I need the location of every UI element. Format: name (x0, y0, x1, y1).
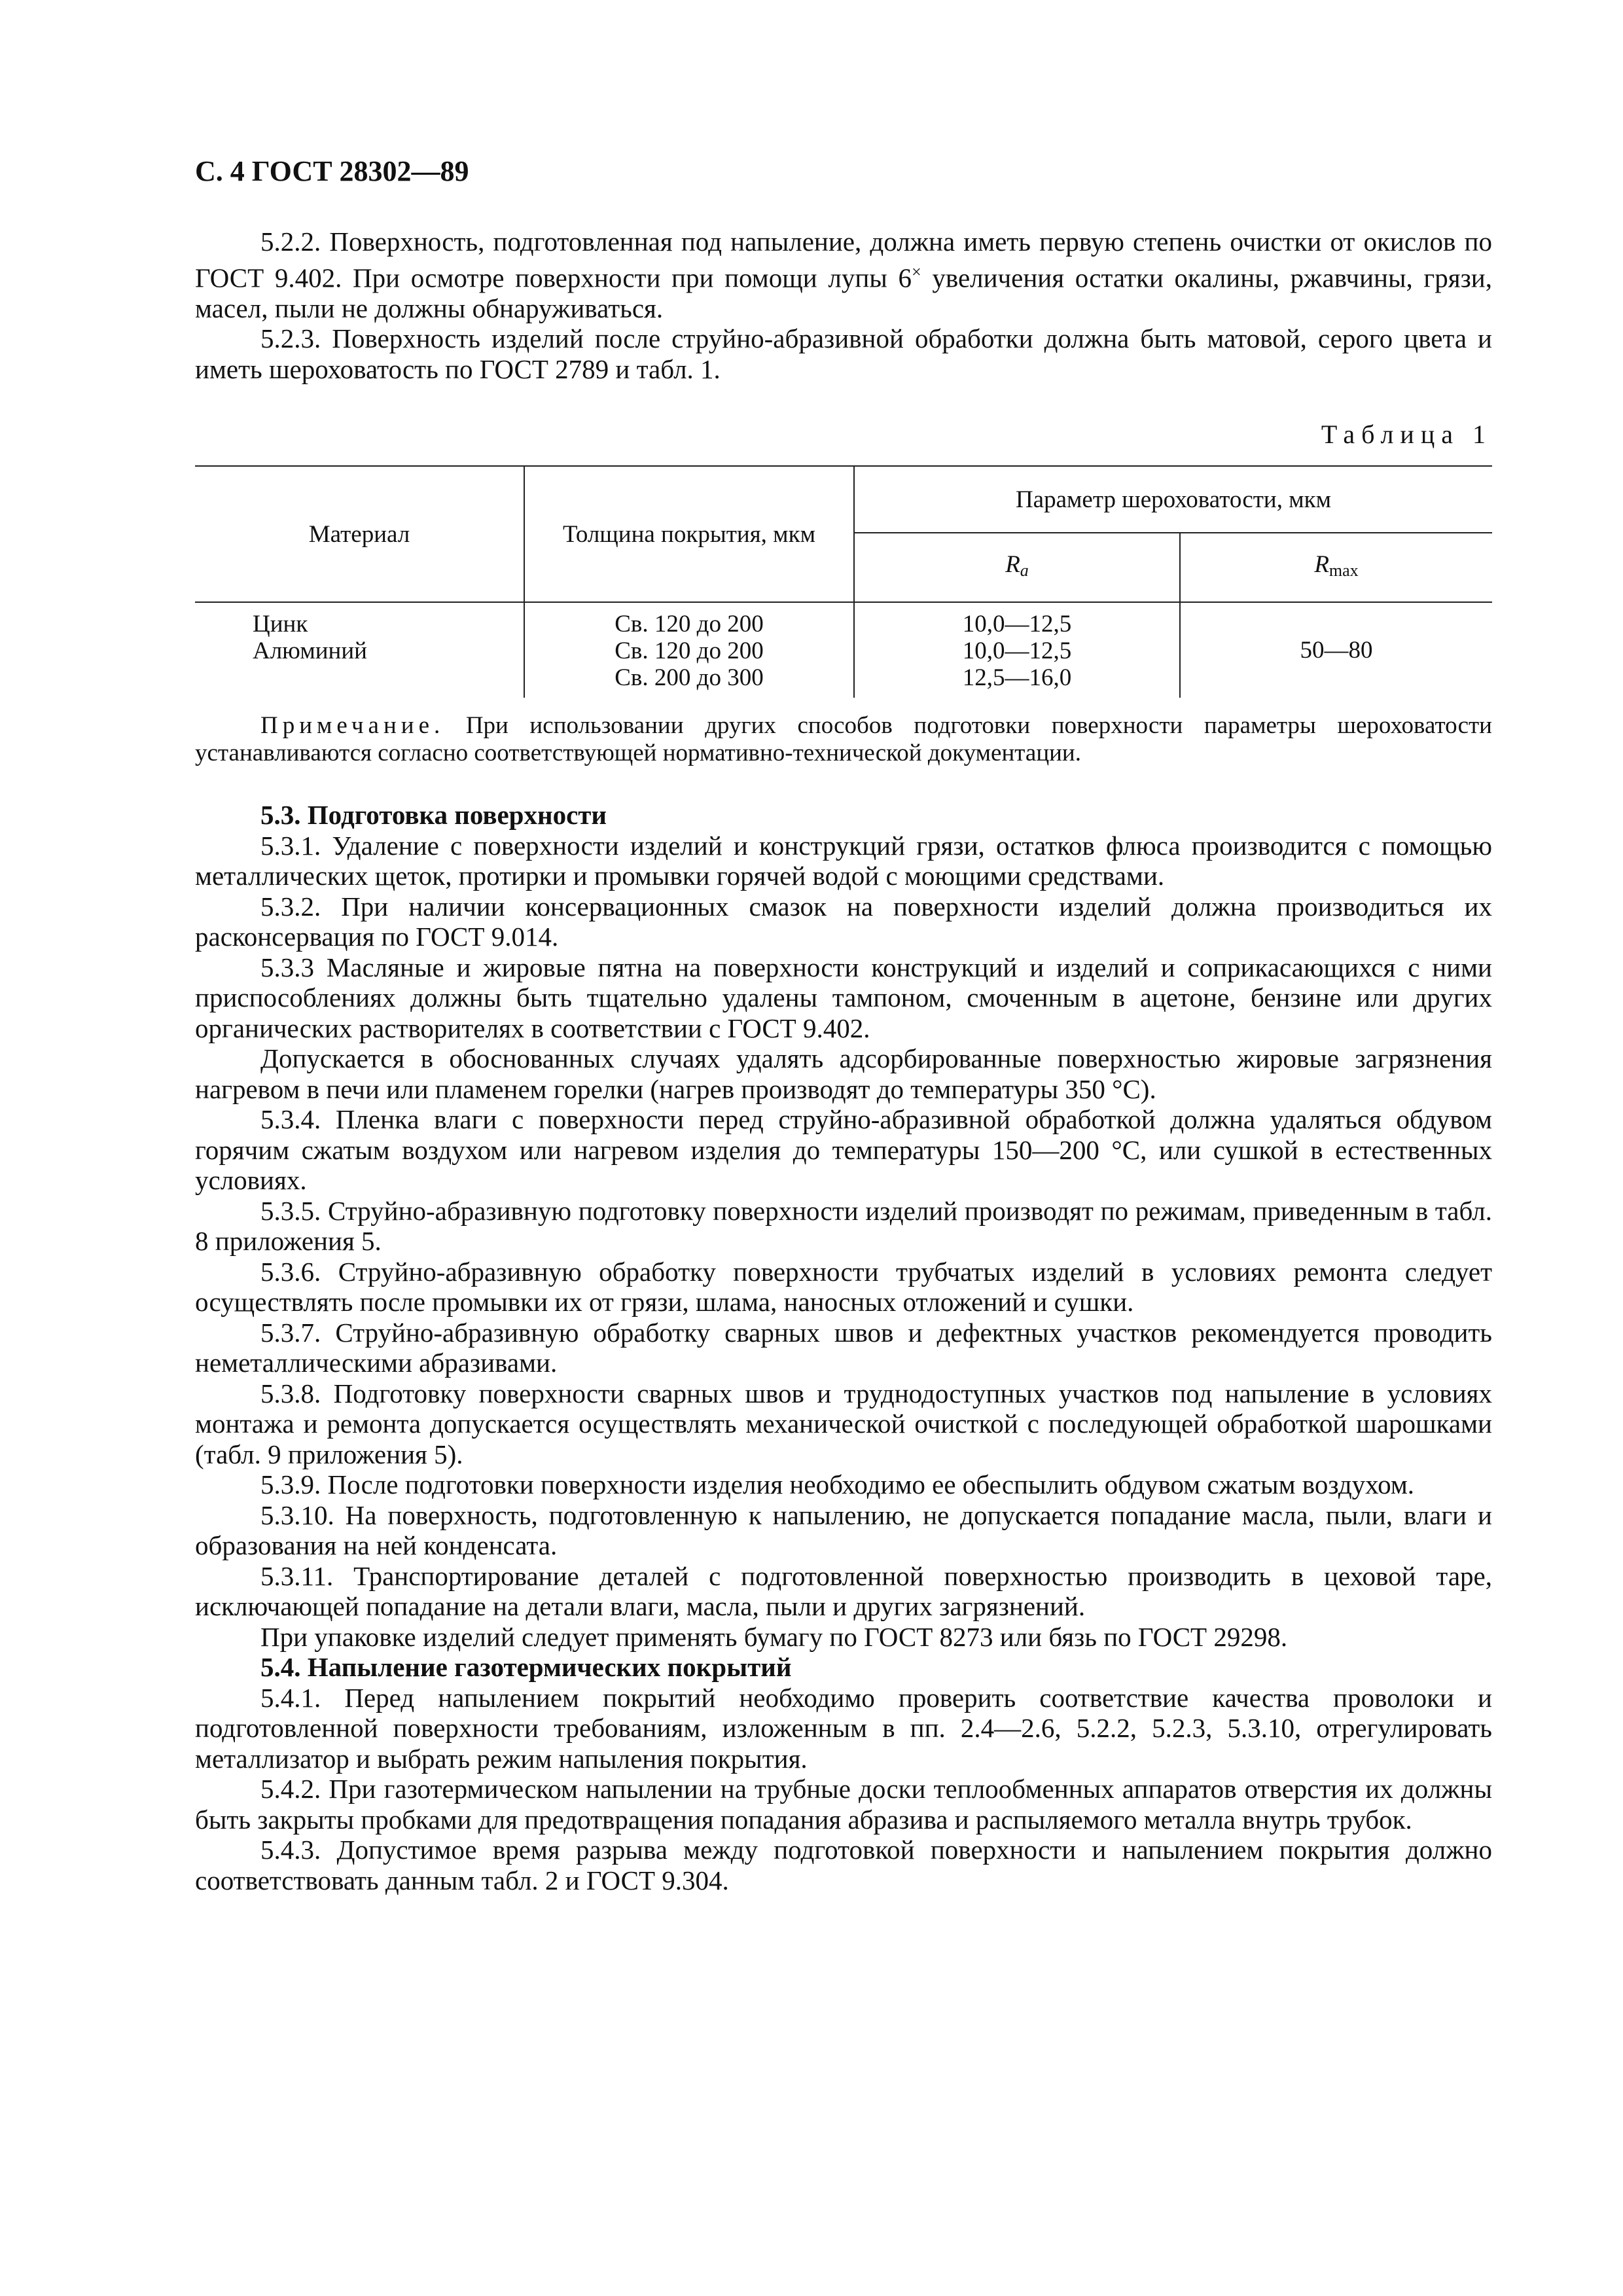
column-header-material: Материал (195, 466, 524, 602)
material-zinc: Цинк (253, 611, 308, 638)
paragraph-5-3-2: 5.3.2. При наличии консервационных смазок на поверхности изделий должна производиться их расконсервация по ГОСТ 9.014. (195, 891, 1492, 952)
document-page (195, 154, 1492, 1895)
thickness-value: Св. 120 до 200 (615, 637, 764, 665)
paragraph-5-3-5: 5.3.5. Струйно-абразивную подготовку поверхности изделий производят по режимам, приведенным в табл. 8 приложения 5. (195, 1195, 1492, 1257)
paragraph-5-3-11: 5.3.11. Транспортирование деталей с подготовленной поверхностью производить в цеховой таре, исключающей попадание на детали влаги, масла, пыли и других загрязнений. (195, 1560, 1492, 1622)
thickness-cell (524, 602, 854, 698)
ra-value: 10,0—12,5 (962, 637, 1072, 665)
column-header-ra (854, 533, 1180, 602)
paragraph-5-3-3-continued: Допускается в обоснованных случаях удалять адсорбированные поверхностью жировые загрязнения нагревом в печи или пламенем горелки (нагрев производят до температуры 350 °С). (195, 1043, 1492, 1104)
note-label: Примечание. (260, 712, 445, 740)
paragraph-5-4-2: 5.4.2. При газотермическом напылении на трубные доски теплообменных аппаратов отверстия их должны быть закрыты пробками для предотвращения попадания абразива и распыляемого металла внутрь трубок. (195, 1774, 1492, 1835)
paragraph-5-4-3: 5.4.3. Допустимое время разрыва между подготовкой поверхности и напылением покрытия должно соответствовать данным табл. 2 и ГОСТ 9.304. (195, 1835, 1492, 1895)
rmax-value: 50—80 (1300, 637, 1373, 664)
paragraph-5-3-4: 5.3.4. Пленка влаги с поверхности перед струйно-абразивной обработкой должна удаляться обдувом горячим сжатым воздухом или нагревом изделия до температуры 150—200 °С, или сушкой в естественных условиях. (195, 1104, 1492, 1196)
paragraph-5-3-10: 5.3.10. На поверхность, подготовленную к напылению, не допускается попадание масла, пыли, влаги и образования на ней конденсата. (195, 1499, 1492, 1561)
rmax-symbol: R (1314, 551, 1329, 579)
ra-symbol: R (1005, 551, 1020, 579)
magnification-sign: × (912, 262, 921, 281)
thickness-value: Св. 120 до 200 (615, 611, 764, 638)
note-text: При использовании других способов подготовки поверхности параметры шероховатости устанавливаются согласно соответствующей нормативно-технической документации. (195, 712, 1492, 767)
ra-cell (854, 602, 1180, 698)
column-header-thickness: Толщина покрытия, мкм (524, 466, 854, 602)
table-caption: Таблица 1 (1321, 420, 1492, 450)
section-heading-5-3: 5.3. Подготовка поверхности (260, 800, 607, 831)
paragraph-5-3-9: 5.3.9. После подготовки поверхности изделия необходимо ее обеспылить обдувом сжатым воздухом. (260, 1469, 1415, 1500)
material-aluminium: Алюминий (253, 637, 367, 665)
paragraph-5-2-2-text: 5.2.2. Поверхность, подготовленная под напыление, должна иметь первую степень очистки от окислов по ГОСТ 9.402. При осмотре поверхности при помощи лупы 6 (195, 226, 1492, 293)
paragraph-5-2-2 (195, 226, 1492, 323)
material-cell (195, 602, 524, 698)
ra-subscript: a (1020, 561, 1029, 581)
paragraph-5-3-1: 5.3.1. Удаление с поверхности изделий и конструкций грязи, остатков флюса производится с помощью металлических щеток, протирки и промывки горячей водой с моющими средствами. (195, 830, 1492, 891)
paragraph-5-3-8: 5.3.8. Подготовку поверхности сварных швов и труднодоступных участков под напыление в условиях монтажа и ремонта допускается осуществлять механической очисткой с последующей обработкой шарошками (табл. 9 приложения 5). (195, 1378, 1492, 1469)
paragraph-5-3-3: 5.3.3 Масляные и жировые пятна на поверхности конструкций и изделий и соприкасающихся с ними приспособлениях должны быть тщательно удалены тампоном, смоченным в ацетоне, бензине или других органических растворителях в соответствии с ГОСТ 9.402. (195, 952, 1492, 1043)
paragraph-5-2-2-tail: увеличения остатки окалины, ржавчины, грязи, масел, пыли не должны обнаруживаться. (195, 262, 1492, 323)
table-row (195, 602, 1492, 698)
ra-value: 10,0—12,5 (962, 611, 1072, 638)
paragraph-5-3-7: 5.3.7. Струйно-абразивную обработку сварных швов и дефектных участков рекомендуется проводить неметаллическими абразивами. (195, 1317, 1492, 1378)
column-header-rmax (1180, 533, 1492, 602)
table-note (195, 712, 1492, 767)
ra-value: 12,5—16,0 (962, 664, 1072, 692)
page-header: С. 4 ГОСТ 28302—89 (195, 155, 469, 187)
paragraph-5-3-11-continued: При упаковке изделий следует применять бумагу по ГОСТ 8273 или бязь по ГОСТ 29298. (260, 1621, 1288, 1652)
column-header-roughness: Параметр шероховатости, мкм (854, 466, 1492, 533)
roughness-table (195, 465, 1492, 698)
thickness-value: Св. 200 до 300 (615, 664, 764, 692)
rmax-subscript: max (1329, 561, 1359, 581)
paragraph-5-4-1: 5.4.1. Перед напылением покрытий необходимо проверить соответствие качества проволоки и подготовленной поверхности требованиям, изложенным в пп. 2.4—2.6, 5.2.2, 5.2.3, 5.3.10, отрегулировать металлизатор и выбрать режим напыления покрытия. (195, 1682, 1492, 1774)
section-heading-5-4: 5.4. Напыление газотермических покрытий (260, 1652, 792, 1683)
paragraph-5-3-6: 5.3.6. Струйно-абразивную обработку поверхности трубчатых изделий в условиях ремонта следует осуществлять после промывки их от грязи, шлама, наносных отложений и сушки. (195, 1256, 1492, 1318)
paragraph-5-2-3: 5.2.3. Поверхность изделий после струйно-абразивной обработки должна быть матовой, серого цвета и иметь шероховатость по ГОСТ 2789 и табл. 1. (195, 323, 1492, 384)
